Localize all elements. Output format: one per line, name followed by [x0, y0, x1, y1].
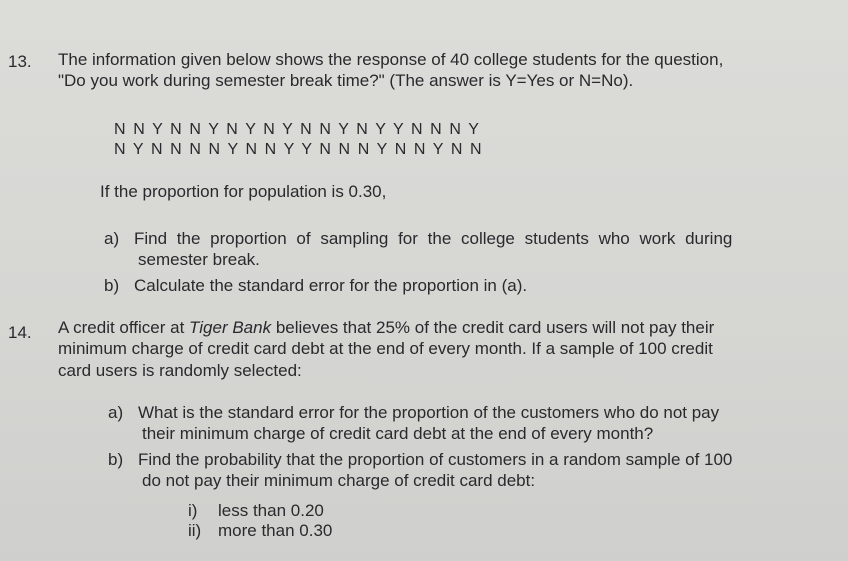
question-14-part-b — [108, 450, 732, 470]
question-13-stem-line2: "Do you work during semester break time?" (The answer is Y=Yes or N=No). — [58, 71, 634, 90]
stem-text: believes that 25% of the credit card users will not pay their — [271, 318, 715, 337]
question-14-stem-line3: card users is randomly selected: — [58, 361, 302, 380]
response-sequence-row2: N Y N N N N Y N N Y Y N N N Y N N Y N N — [114, 141, 484, 158]
sub-i-text: less than 0.20 — [218, 501, 324, 520]
question-14-sub-i — [188, 501, 324, 521]
question-14-sub-ii — [188, 521, 332, 541]
question-13-number: 13. — [8, 52, 32, 71]
response-sequence-row1: N N Y N N Y N Y N Y N N Y N Y Y N N N Y — [114, 121, 481, 138]
sub-ii-label: ii) — [188, 521, 202, 540]
part-b-text-line1: Find the probability that the proportion of customers in a random sample of 100 — [138, 450, 733, 469]
bank-name: Tiger Bank — [189, 318, 272, 337]
question-13-part-b — [104, 276, 527, 296]
part-b-label: b) — [108, 450, 124, 469]
question-13-part-a-line2: semester break. — [138, 250, 260, 269]
question-13-condition: If the proportion for population is 0.30, — [100, 182, 387, 201]
stem-text: A credit officer at — [58, 318, 190, 337]
part-a-label: a) — [104, 229, 120, 248]
sub-i-label: i) — [188, 501, 198, 520]
part-a-text-line1: What is the standard error for the proportion of the customers who do not pay — [138, 403, 720, 422]
part-b-text: Calculate the standard error for the proportion in (a). — [134, 276, 528, 295]
question-14-part-a-line2: their minimum charge of credit card debt at the end of every month? — [142, 424, 654, 443]
question-14-number: 14. — [8, 323, 32, 342]
question-13-part-a — [104, 229, 732, 249]
question-14-stem-line1 — [58, 318, 714, 338]
question-13-stem-line1: The information given below shows the response of 40 college students for the question, — [58, 50, 724, 69]
part-a-text-line1: Find the proportion of sampling for the college students who work during — [134, 229, 733, 248]
part-b-label: b) — [104, 276, 120, 295]
question-14-part-b-line2: do not pay their minimum charge of credit card debt: — [142, 471, 536, 490]
question-14-part-a — [108, 403, 719, 423]
question-14-stem-line2: minimum charge of credit card debt at the end of every month. If a sample of 100 credit — [58, 339, 713, 358]
sub-ii-text: more than 0.30 — [218, 521, 333, 540]
part-a-label: a) — [108, 403, 124, 422]
